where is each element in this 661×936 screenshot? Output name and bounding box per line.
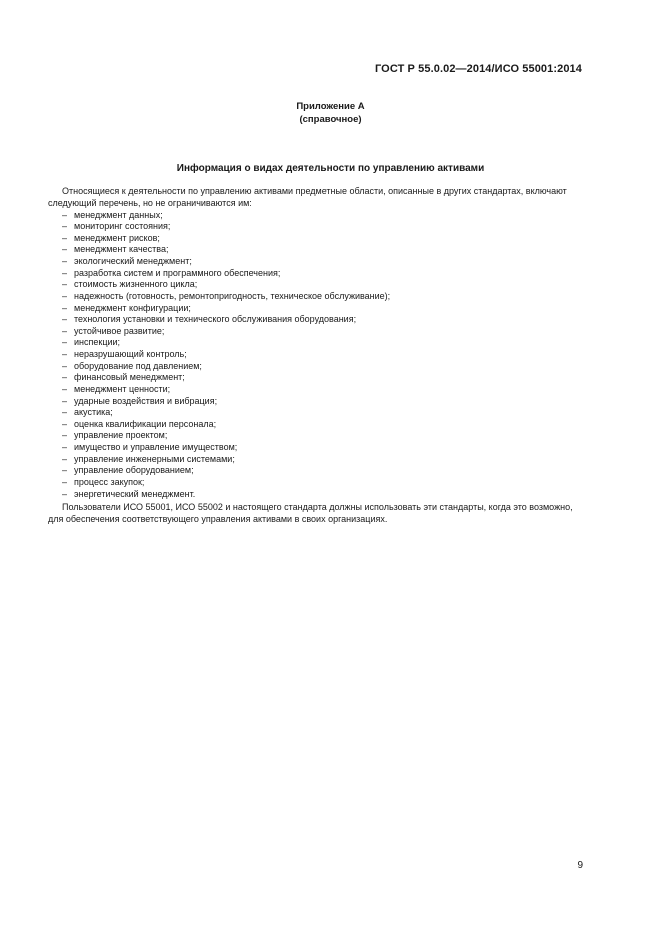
list-dash: – [62, 360, 68, 371]
appendix-heading [0, 100, 661, 126]
list-dash: – [62, 279, 68, 290]
list-dash: – [62, 372, 68, 383]
list-item [62, 372, 390, 384]
list-item [62, 465, 390, 477]
list-dash: – [62, 209, 68, 220]
section-title: Информация о видах деятельности по управлению активами [176, 163, 485, 174]
list-item-text: управление оборудованием; [74, 465, 194, 476]
list-item-text: менеджмент качества; [74, 244, 169, 255]
list-item-text: менеджмент данных; [74, 209, 163, 220]
list-dash: – [62, 442, 68, 452]
list-item [62, 477, 390, 489]
list-item-text: ударные воздействия и вибрация; [74, 395, 218, 406]
list-item-text: менеджмент рисков; [74, 232, 160, 243]
list-item [62, 396, 390, 408]
list-dash: – [62, 395, 68, 406]
list-dash: – [62, 337, 68, 348]
list-item [62, 303, 390, 315]
list-item [62, 268, 390, 280]
list-item [62, 442, 390, 454]
closing-paragraph: Пользователи ИСО 55001, ИСО 55002 и настоящего стандарта должны использовать эти стандарты, когда это возможно, для обеспечения соответствующего управления активами в своих организациях. [48, 502, 573, 524]
list-dash: – [62, 256, 68, 266]
appendix-title: Приложение А [296, 101, 365, 112]
list-item-text: разработка систем и программного обеспечения; [74, 267, 281, 278]
list-dash: – [62, 302, 68, 313]
list-item [62, 384, 390, 396]
list-dash: – [62, 267, 68, 278]
appendix-subtitle: (справочное) [299, 114, 362, 125]
list-item-text: оборудование под давлением; [74, 360, 202, 371]
list-item [62, 407, 390, 419]
list-item [62, 419, 390, 431]
list-dash: – [62, 244, 68, 255]
list-item-text: имущество и управление имуществом; [74, 442, 238, 452]
list-dash: – [62, 430, 68, 441]
list-dash: – [62, 349, 68, 359]
list-item-text: надежность (готовность, ремонтопригодность, техническое обслуживание); [74, 290, 391, 301]
list-item [62, 337, 390, 349]
list-item [62, 361, 390, 373]
list-dash: – [62, 488, 68, 499]
list-item [62, 430, 390, 442]
list-item-text: акустика; [74, 407, 113, 418]
list-item-text: технология установки и технического обслуживания оборудования; [74, 314, 357, 325]
list-dash: – [62, 465, 68, 476]
list-dash: – [62, 290, 68, 301]
list-item-text: устойчивое развитие; [74, 325, 165, 336]
list-item [62, 454, 390, 466]
list-item-text: процесс закупок; [74, 476, 145, 487]
list-item [62, 279, 390, 291]
list-dash: – [62, 418, 68, 429]
list-item-text: менеджмент ценности; [74, 383, 171, 394]
list-item-text: мониторинг состояния; [74, 221, 171, 232]
page-number: 9 [577, 860, 583, 871]
list-item [62, 256, 390, 268]
list-item [62, 314, 390, 326]
list-dash: – [62, 232, 68, 243]
list-item [62, 221, 390, 233]
document-code: ГОСТ Р 55.0.02—2014/ИСО 55001:2014 [374, 63, 582, 75]
list-dash: – [62, 383, 68, 394]
list-dash: – [62, 221, 68, 232]
list-item [62, 244, 390, 256]
list-dash: – [62, 325, 68, 336]
list-item [62, 291, 390, 303]
list-item-text: экологический менеджмент; [74, 256, 192, 266]
list-item-text: стоимость жизненного цикла; [74, 279, 198, 290]
list-item-text: энергетический менеджмент. [74, 488, 196, 499]
list-item-text: финансовый менеджмент; [74, 372, 185, 383]
list-item-text: менеджмент конфигурации; [74, 302, 191, 313]
list-dash: – [62, 453, 68, 464]
list-item-text: управление инженерными системами; [74, 453, 235, 464]
list-item [62, 210, 390, 222]
list-dash: – [62, 476, 68, 487]
list-item-text: оценка квалификации персонала; [74, 418, 217, 429]
activity-list [62, 210, 390, 501]
list-item [62, 326, 390, 338]
list-dash: – [62, 314, 68, 325]
list-item [62, 233, 390, 245]
list-item-text: управление проектом; [74, 430, 168, 441]
list-item [62, 349, 390, 361]
list-item-text: инспекции; [74, 337, 121, 348]
list-item [62, 489, 390, 501]
list-item-text: неразрушающий контроль; [74, 349, 187, 359]
list-dash: – [62, 407, 68, 418]
intro-paragraph: Относящиеся к деятельности по управлению активами предметные области, описанные в других стандартах, включают следующий перечень, но не ограничиваются им: [48, 186, 567, 208]
